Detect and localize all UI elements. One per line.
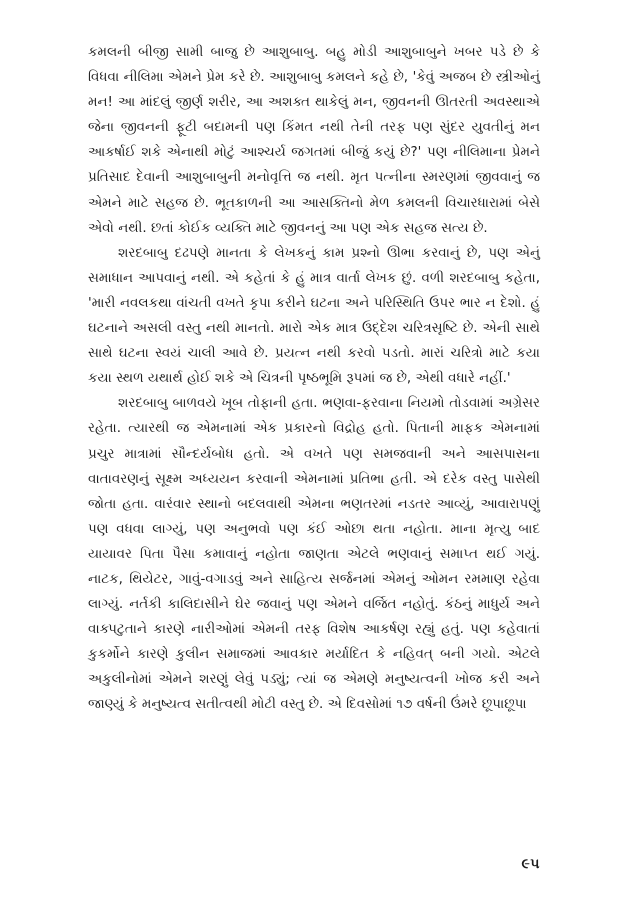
paragraph-2: શરદબાબુ દઢપણે માનતા કે લેખકનું કામ પ્રશ્નો ઊભા કરવાનું છે, પણ એનું સમાધાન આપવાનું નથી. એ કહેતાં કે હું માત્ર વાર્તા લેખક છું. વળી શરદબાબુ કહેતા, 'મારી નવલકથા વાંચતી વખતે કૃપા કરીને ઘટના અને પરિસ્થિતિ ઉપર ભાર ન દેશો. હું ઘટનાને અસલી વસ્તુ નથી માનતો. મારો એક માત્ર ઉદ્દેશ ચરિત્રસૃષ્ટિ છે. એની સાથે સાથે ઘટના સ્વયં ચાલી આવે છે. પ્રયત્ન નથી કરવો પડતો. મારાં ચરિત્રો માટે કયા કયા સ્થળ યથાર્થ હોઈ શકે એ ચિત્રની પૃષ્ઠભૂમિ રૂપમાં જ છે, એથી વધારે નહીં.' — [88, 245, 540, 387]
body-text — [88, 40, 540, 718]
paragraph-3: શરદબાબુ બાળવયે ખૂબ તોફાની હતા. ભણવા-ફરવાના નિયમો તોડવામાં અગ્રેસર રહેતા. ત્યારથી જ એમનામાં એક પ્રકારનો વિદ્રોહ હતો. પિતાની માફક એમનામાં પ્રચુર માત્રામાં સૌન્દર્યબોધ હતો. એ વખતે પણ સમજવાની અને આસપાસના વાતાવરણનું સૂક્ષ્મ અધ્યયન કરવાની એમનામાં પ્રતિભા હતી. એ દરેક વસ્તુ પાસેથી જોતા હતા. વારંવાર સ્થાનો બદલવાથી એમના ભણતરમાં નડતર આવ્યું, આવારાપણું પણ વધવા લાગ્યું, પણ અનુભવો પણ કંઈ ઓછા થતા નહોતા. માના મૃત્યુ બાદ યાયાવર પિતા પૈસા કમાવાનું નહોતા જાણતા એટલે ભણવાનું સમાપ્ત થઈ ગયું. નાટક, થિયેટર, ગાવું-વગાડવું અને સાહિત્ય સર્જનમાં એમનું ઓમન રમમાણ રહેવા લાગ્યું. નર્તકી કાલિદાસીને ઘેર જવાનું પણ એમને વર્જિત નહોતું. કંઠનું માધુર્ય અને વાક્પટુતાને કારણે નારીઓમાં એમની તરફ વિશેષ આકર્ષણ રહ્યું હતું. પણ કહેવાતાં કુકર્મોને કારણે કુલીન સમાજમાં આવકાર મર્યાદિત કે નહિવત્ બની ગયો. એટલે અકુલીનોમાં એમને શરણું લેવું પડ્યું; ત્યાં જ એમણે મનુષ્યત્વની ખોજ કરી અને જાણ્યું કે મનુષ્યત્વ સતીત્વથી મોટી વસ્તુ છે. એ દિવસોમાં ૧૭ વર્ષની ઉંમરે છૂપાછૂપા — [88, 396, 540, 713]
page-number: ૯૫ — [521, 856, 540, 872]
paragraph-1: કમલની બીજી સામી બાજુ છે આશુબાબુ. બહુ મોડી આશુબાબુને ખબર પડે છે કે વિધવા નીલિમા એમને પ્રેમ કરે છે. આશુબાબુ કમલને કહે છે, 'કેવું અજબ છે સ્ત્રીઓનું મન! આ માંદલું જીર્ણ શરીર, આ અશક્ત થાકેલું મન, જીવનની ઊતરતી અવસ્થાએ જેના જીવનની ફૂટી બદામની પણ કિંમત નથી તેની તરફ પણ સુંદર યુવતીનું મન આકર્ષાઈ શકે એનાથી મોટું આશ્ચર્ય જગતમાં બીજું કયું છે?' પણ નીલિમાના પ્રેમને પ્રતિસાદ દેવાની આશુબાબુની મનોવૃત્તિ જ નથી. મૃત પત્નીના સ્મરણમાં જીવવાનું જ એમને માટે સહજ છે. ભૂતકાળની આ આસક્તિનો મેળ કમલની વિચારધારામાં બેસે એવો નથી. છતાં કોઈક વ્યક્તિ માટે જીવનનું આ પણ એક સહજ સત્ય છે. — [88, 45, 540, 236]
